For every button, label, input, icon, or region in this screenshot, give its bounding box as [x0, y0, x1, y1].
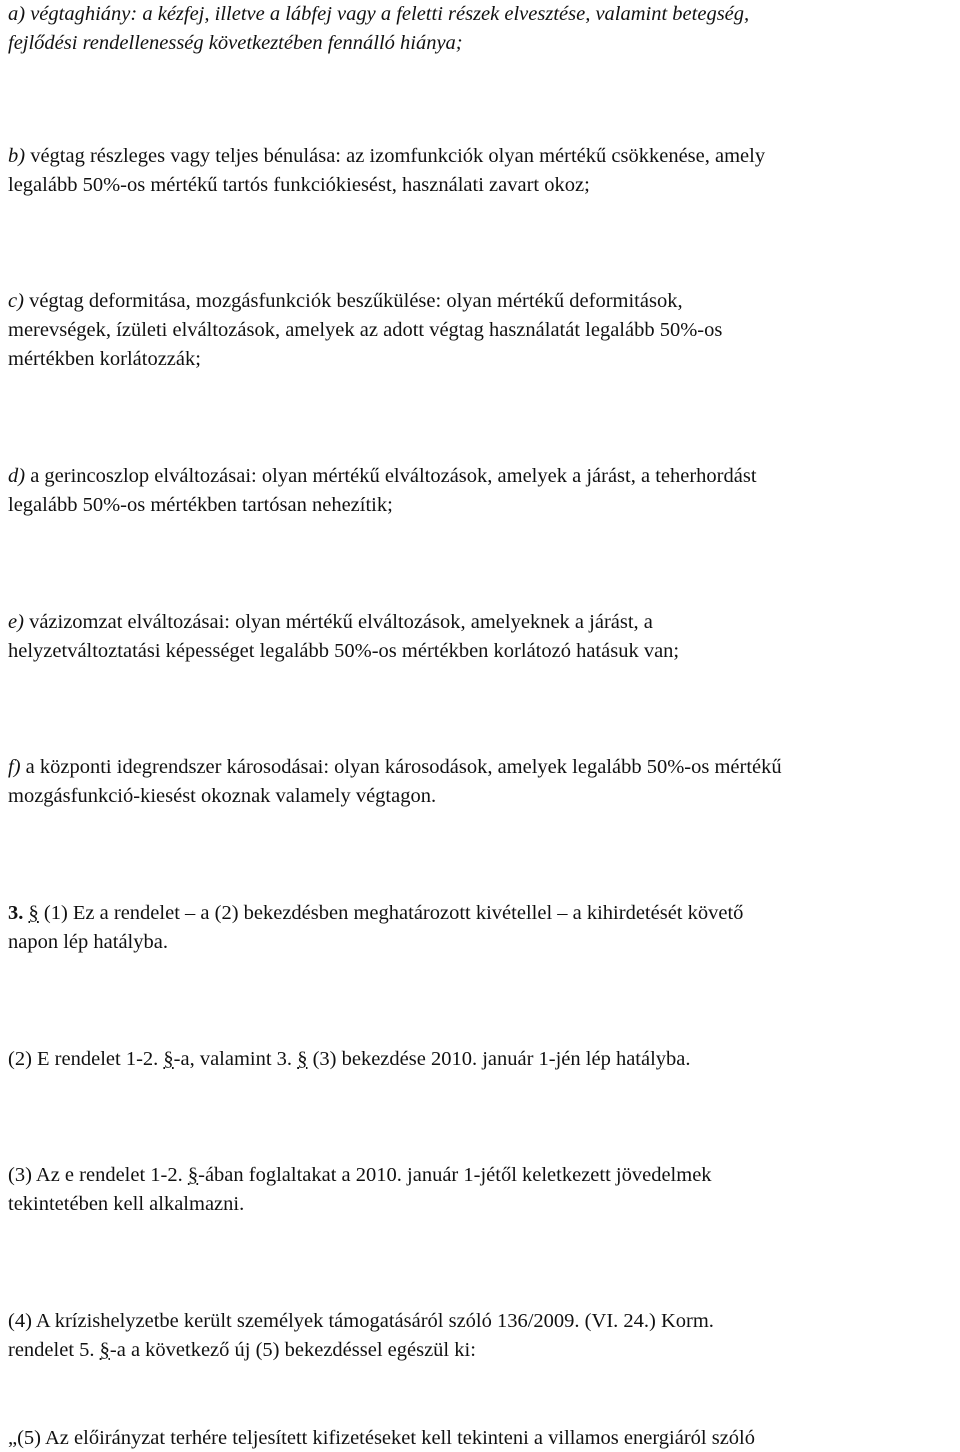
paragraph-e-line-1: [8, 608, 954, 637]
paragraph-c: [8, 287, 954, 374]
paragraph-b-line-1: [8, 142, 954, 171]
section-sign: §: [99, 1339, 110, 1361]
paragraph-3-after: -ában foglaltakat a 2010. január 1-jétől keletkezett jövedelmek: [198, 1164, 712, 1186]
paragraph-d-lead: d): [8, 465, 26, 487]
paragraph-3-line-2: tekintetében kell alkalmazni.: [8, 1193, 245, 1215]
section-3-paragraph-2: [8, 1045, 954, 1074]
paragraph-e-line-2: helyzetváltoztatási képességet legalább 50%-os mértékben korlátozó hatásuk van;: [8, 640, 680, 662]
paragraph-b: [8, 142, 954, 200]
paragraph-a-line-1: a) végtaghiány: a kézfej, illetve a lábfej vagy a feletti részek elvesztése, valamint betegség,: [8, 3, 750, 25]
paragraph-4-after: -a a következő új (5) bekezdéssel egészül ki:: [109, 1339, 476, 1361]
paragraph-2-after: (3) bekezdése 2010. január 1-jén lép hatályba.: [312, 1048, 691, 1070]
paragraph-e-lead: e): [8, 611, 24, 633]
paragraph-e: [8, 608, 954, 666]
paragraph-b-line-1-text: végtag részleges vagy teljes bénulása: az izomfunkciók olyan mértékű csökkenése, amely: [25, 145, 766, 167]
paragraph-e-line-1-text: vázizomzat elváltozásai: olyan mértékű elváltozások, amelyeknek a járást, a: [23, 611, 653, 633]
paragraph-d: [8, 462, 954, 520]
paragraph-b-lead: b): [8, 145, 26, 167]
paragraph-f-line-1-text: a központi idegrendszer károsodásai: olyan károsodások, amelyek legalább 50%-os mértékű: [20, 756, 782, 778]
paragraph-f-lead: f): [8, 756, 21, 778]
section-3-paragraph-4: [8, 1307, 954, 1365]
paragraph-4-before: rendelet 5.: [8, 1339, 95, 1361]
section-sign: §: [28, 902, 39, 924]
paragraph-3-line-1: [8, 1161, 954, 1190]
paragraph-c-line-1-text: végtag deformitása, mozgásfunkciók beszűkülése: olyan mértékű deformitások,: [23, 290, 683, 312]
section-number: 3.: [8, 902, 24, 924]
paragraph-b-line-2: legalább 50%-os mértékű tartós funkciókiesést, használati zavart okoz;: [8, 174, 590, 196]
paragraph-4-line-2: [8, 1336, 954, 1365]
paragraph-c-lead: c): [8, 290, 24, 312]
paragraph-c-line-2: merevségek, ízületi elváltozások, amelyek az adott végtag használatát legalább 50%-os: [8, 319, 723, 341]
section-3-paragraph-3: [8, 1161, 954, 1219]
section-sign: §: [297, 1048, 308, 1070]
paragraph-2-line-1: [8, 1045, 954, 1074]
paragraph-a: [8, 0, 954, 58]
paragraph-f-line-2: mozgásfunkció-kiesést okoznak valamely végtagon.: [8, 785, 437, 807]
paragraph-c-line-3: mértékben korlátozzák;: [8, 348, 201, 370]
document-page: [8, 0, 954, 1452]
paragraph-f: [8, 753, 954, 811]
section-3-line-2: napon lép hatályba.: [8, 931, 168, 953]
paragraph-d-line-2: legalább 50%-os mértékben tartósan nehezítik;: [8, 494, 393, 516]
section-3-line-1-text: (1) Ez a rendelet – a (2) bekezdésben meghatározott kivétellel – a kihirdetését követő: [38, 902, 744, 924]
paragraph-3-before: (3) Az e rendelet 1-2.: [8, 1164, 183, 1186]
paragraph-a-line-2: fejlődési rendellenesség következtében fennálló hiánya;: [8, 32, 463, 54]
paragraph-2-before: (2) E rendelet 1-2.: [8, 1048, 159, 1070]
paragraph-5-line-1: „(5) Az előirányzat terhére teljesített kifizetéseket kell tekinteni a villamos energiáról szóló: [8, 1427, 755, 1449]
paragraph-d-line-1: [8, 462, 954, 491]
paragraph-d-line-1-text: a gerincoszlop elváltozásai: olyan mértékű elváltozások, amelyek a járást, a teherhordást: [25, 465, 757, 487]
section-3-line-1: [8, 899, 954, 928]
paragraph-c-line-1: [8, 287, 954, 316]
paragraph-2-middle: -a, valamint 3.: [173, 1048, 293, 1070]
section-sign: §: [187, 1164, 199, 1186]
section-3-paragraph-1: [8, 899, 954, 957]
quoted-paragraph-5: [8, 1424, 954, 1452]
section-sign: §: [163, 1048, 174, 1070]
paragraph-4-line-1: (4) A krízishelyzetbe került személyek támogatásáról szóló 136/2009. (VI. 24.) Korm.: [8, 1310, 714, 1332]
paragraph-f-line-1: [8, 753, 954, 782]
